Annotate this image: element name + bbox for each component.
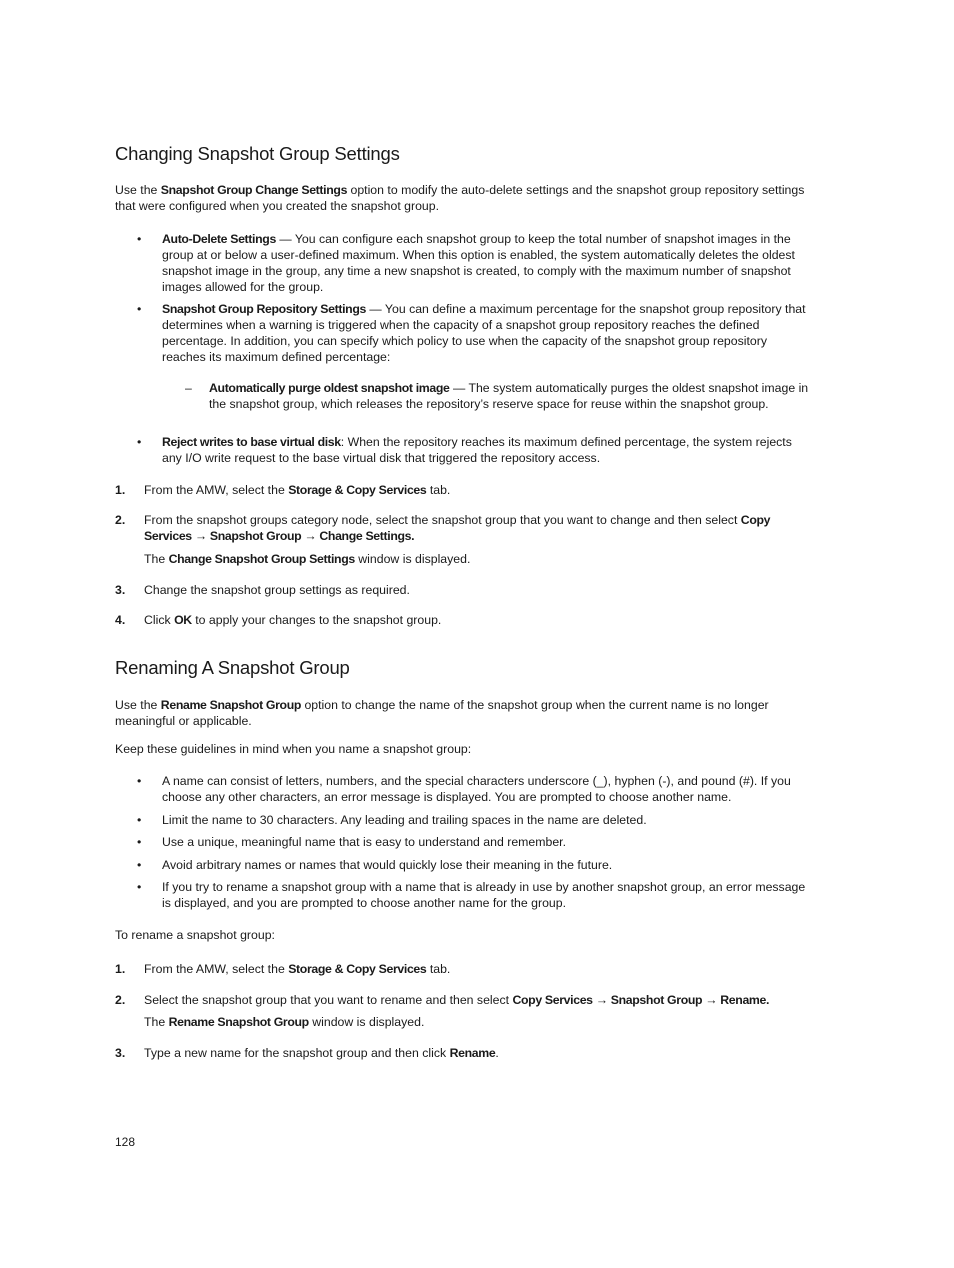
text: Use the [115,698,161,712]
text: Limit the name to 30 characters. Any leading and trailing spaces in the name are deleted. [162,813,647,827]
text: — The system automatically purges the oldest snapshot image in the snapshot group, which releases the repository’s reserve space for reuse within the snapshot group. [209,381,809,411]
bullet-mark: • [137,232,142,246]
text: From the AMW, select the [144,483,289,497]
list-item-repository-settings [115,301,810,365]
list-item-auto-delete [115,231,810,295]
text: tab. [426,483,451,497]
text: The [144,552,169,566]
bullet-mark: • [137,774,142,788]
text: window is displayed. [308,1015,425,1029]
intro-paragraph-1 [115,182,810,214]
step-1 [115,482,810,498]
text: From the AMW, select the [144,962,289,976]
text: Select the snapshot group that you want to rename and then select [144,993,513,1007]
rename-step-1 [115,961,810,977]
text: . [495,1046,499,1060]
text: Use the [115,183,161,197]
list-item-guideline [115,812,810,828]
list-item-guideline [115,773,810,805]
ui-term: Storage & Copy Services [288,962,427,976]
ui-term: Storage & Copy Services [288,483,427,497]
step-2 [115,512,810,544]
bullet-mark: • [137,302,142,316]
text: Avoid arbitrary names or names that would quickly lose their meaning in the future. [162,858,613,872]
list-item-guideline [115,857,810,873]
to-rename-label: To rename a snapshot group: [115,928,275,942]
dash-mark: – [185,381,192,395]
text: tab. [426,962,451,976]
step-2-result [144,551,839,567]
ui-term: Copy Services → Snapshot Group → Rename. [512,993,770,1007]
ui-term: Snapshot Group Change Settings [160,183,348,197]
step-3 [115,582,810,598]
ui-term: Snapshot Group Repository Settings [162,302,366,316]
text: Change the snapshot group settings as required. [144,583,410,597]
text: — You can define a maximum percentage for the snapshot group repository that determines when a warning is triggered when the capacity of a snapshot group repository reaches the defined percentage. In addition, you can specify which policy to use when the capacity of the snapshot group repository reaches its maximum defined percentage: [162,302,806,364]
ui-term: Copy Services → Snapshot Group → Change Settings. [144,513,771,543]
step-number: 1. [115,962,126,976]
list-item-purge-oldest [115,380,810,412]
step-number: 2. [115,513,126,527]
step-number: 3. [115,1046,126,1060]
ui-term: Rename Snapshot Group [168,1015,309,1029]
bullet-mark: • [137,858,142,872]
text: to apply your changes to the snapshot group. [191,613,442,627]
ui-term: Rename Snapshot Group [160,698,302,712]
step-number: 4. [115,613,126,627]
step-4 [115,612,810,628]
heading-renaming-snapshot-group: Renaming A Snapshot Group [115,657,350,678]
ui-term: Change Snapshot Group Settings [168,552,355,566]
rename-step-3 [115,1045,810,1061]
bullet-mark: • [137,835,142,849]
rename-step-2 [115,992,810,1008]
rename-step-2-result [144,1014,839,1030]
text: If you try to rename a snapshot group with a name that is already in use by another snapshot group, an error message is displayed, and you are prompted to choose another name for the group. [162,880,806,910]
ui-term: OK [174,613,192,627]
text: : When the repository reaches its maximum defined percentage, the system rejects any I/O write request to the base virtual disk that triggered the repository access. [162,435,792,465]
ui-term: Automatically purge oldest snapshot image [209,381,450,395]
step-number: 2. [115,993,126,1007]
text: Use a unique, meaningful name that is easy to understand and remember. [162,835,566,849]
text: window is displayed. [354,552,471,566]
step-number: 3. [115,583,126,597]
bullet-mark: • [137,813,142,827]
text: option to modify the auto-delete settings and the snapshot group repository settings that were configured when you created the snapshot group. [115,183,805,213]
page-number: 128 [115,1135,136,1149]
heading-changing-snapshot-group-settings: Changing Snapshot Group Settings [115,143,400,164]
text: — You can configure each snapshot group to keep the total number of snapshot images in the group at or below a user-defined maximum. When this option is enabled, the system automatically deletes the oldest snapshot image in the group, any time a new snapshot is created, to comply with the maximum number of snapshot images allowed for the group. [162,232,795,294]
text: A name can consist of letters, numbers, and the special characters underscore (_), hyphen (-), and pound (#). If you choose any other characters, an error message is displayed. You are prompted to choose another name. [162,774,791,804]
list-item-reject-writes [115,434,810,466]
ui-term: Reject writes to base virtual disk [162,435,341,449]
guidelines-intro: Keep these guidelines in mind when you name a snapshot group: [115,742,472,756]
list-item-guideline [115,879,810,911]
text: option to change the name of the snapshot group when the current name is no longer meaningful or applicable. [115,698,769,728]
bullet-mark: • [137,880,142,894]
text: Click [144,613,175,627]
intro-paragraph-2 [115,697,810,729]
bullet-mark: • [137,435,142,449]
ui-term: Auto-Delete Settings [162,232,276,246]
list-item-guideline [115,834,810,850]
text: From the snapshot groups category node, select the snapshot group that you want to change and then select [144,513,741,527]
ui-term: Rename [449,1046,496,1060]
text: The [144,1015,169,1029]
step-number: 1. [115,483,126,497]
text: Type a new name for the snapshot group and then click [144,1046,450,1060]
